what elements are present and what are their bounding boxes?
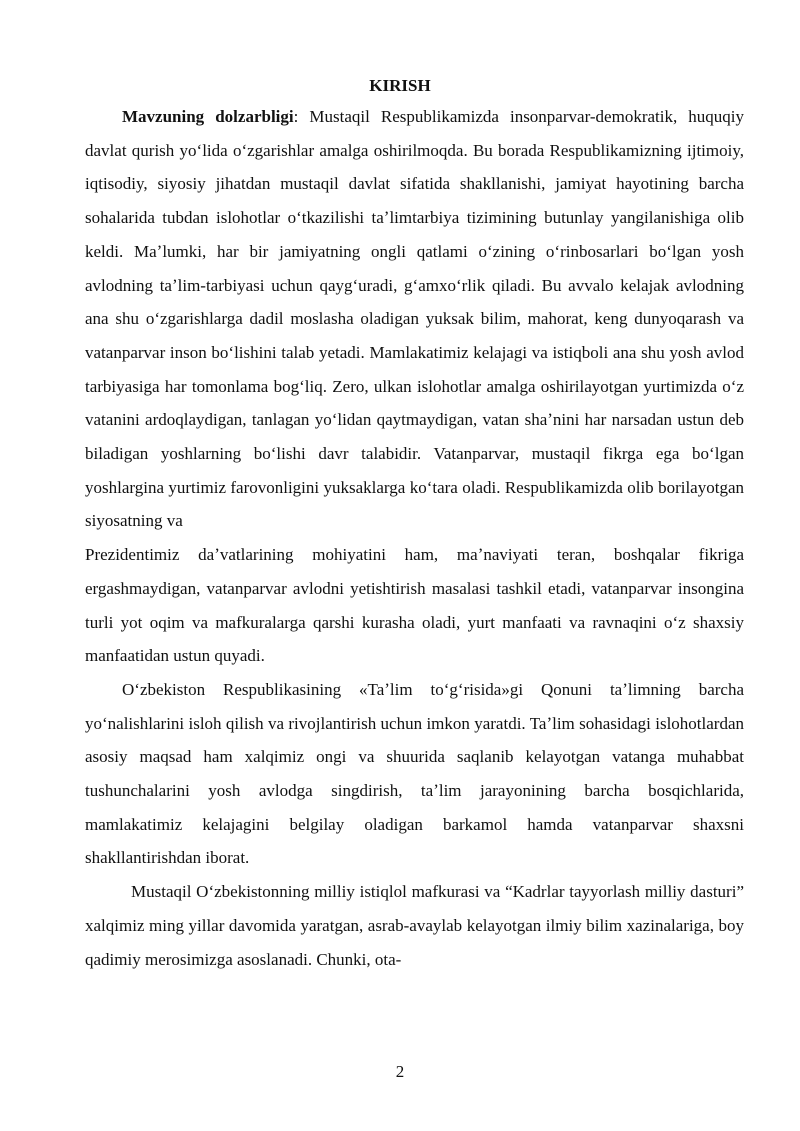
paragraph-lead: Mavzuning dolzarbligi xyxy=(122,107,294,126)
page-number: 2 xyxy=(395,1062,405,1081)
paragraph-text: : Mustaqil Respublikamizda insonparvar-demokratik, huquqiy davlat qurish yoʻlida oʻzgarishlar amalga oshirilmoqda. Bu borada Respublikamizning ijtimoiy, iqtisodiy, siyosiy jihatdan mustaqil davlat sifatida shakllanishi, jamiyat hayotining barcha sohalarida tubdan islohotlar oʻtkazilishi taʼlimtarbiya tizimining butunlay yangilanishiga olib keldi. Maʼlumki, har bir jamiyatning ongli qatlami oʻzining oʻrinbosarlari boʻlgan yosh avlodning taʼlim-tarbiyasi uchun qaygʻuradi, gʻamxoʻrlik qiladi. Bu avvalo kelajak avlodning ana shu oʻzgarishlarga dadil moslasha oladigan yuksak bilim, mahorat, keng dunyoqarash va vatanparvar inson boʻlishini talab yetadi. Mamlakatimiz kelajagi va istiqboli ana shu yosh avlod tarbiyasiga har tomonlama bogʻliq. Zero, ulkan islohotlar amalga oshirilayotgan yurtimizda oʻz vatanini ardoqlaydigan, tanlagan yoʻlidan qaytmaydigan, vatan shaʼnini har narsadan ustun deb biladigan yoshlarning boʻlishi davr talabidir. Vatanparvar, mustaqil fikrga ega boʻlgan yoshlargina yurtimiz farovonligini yuksaklarga koʻtara oladi. Respublikamizda olib borilayotgan siyosatning va xyxy=(85,107,744,531)
document-body xyxy=(85,100,744,976)
paragraph-relevance xyxy=(85,100,744,538)
page-title: KIRISH xyxy=(369,76,431,95)
paragraph-ideology: Mustaqil Oʻzbekistonning milliy istiqlol mafkurasi va “Kadrlar tayyorlash milliy dasturi” xalqimiz ming yillar davomida yaratgan, asrab-avaylab kelayotgan ilmiy bilim xazinalariga, boy qadimiy merosimizga asoslanadi. Chunki, ota- xyxy=(85,882,744,969)
paragraph-continuation: Prezidentimiz daʼvatlarining mohiyatini ham, maʼnaviyati teran, boshqalar fikriga ergashmaydigan, vatanparvar avlodni yetishtirish masalasi tashkil etadi, vatanparvar insongina turli yot oqim va mafkuralarga qarshi kurasha oladi, yurt manfaati va ravnaqini oʻz shaxsiy manfaatidan ustun quyadi. xyxy=(85,545,744,666)
paragraph-education-law: Oʻzbekiston Respublikasining «Taʼlim toʻgʻrisida»gi Qonuni taʼlimning barcha yoʻnalishlarini isloh qilish va rivojlantirish uchun imkon yaratdi. Taʼlim sohasidagi islohotlardan asosiy maqsad ham xalqimiz ongi va shuurida saqlanib kelayotgan vatanga muhabbat tushunchalarini yosh avlodga singdirish, taʼlim jarayonining barcha bosqichlarida, mamlakatimiz kelajagini belgilay oladigan barkamol hamda vatanparvar shaxsni shakllantirishdan iborat. xyxy=(85,679,744,868)
